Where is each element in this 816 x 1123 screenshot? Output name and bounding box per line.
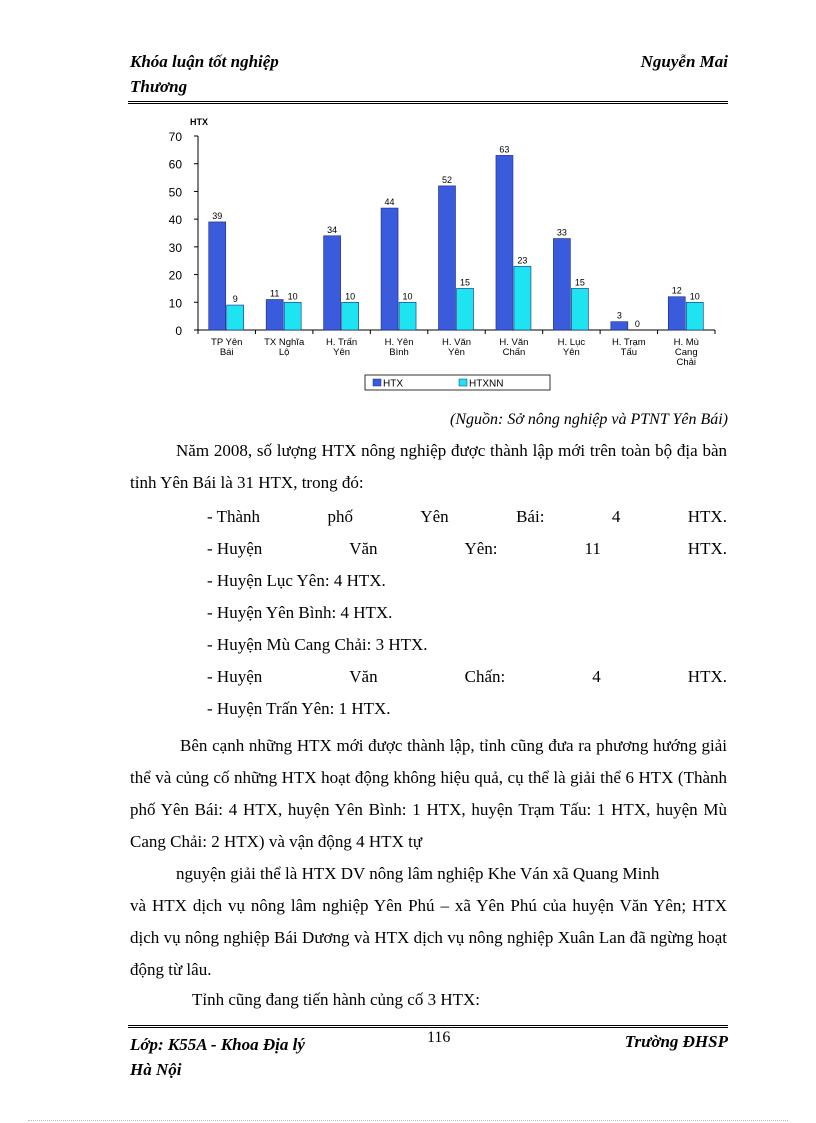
- bar-htx: [496, 155, 513, 330]
- footer-rule: [128, 1025, 728, 1028]
- x-tick-label: Bình: [389, 347, 409, 358]
- data-label: 34: [327, 224, 338, 235]
- legend-swatch: [373, 379, 381, 386]
- x-tick-label: Yên: [448, 347, 465, 358]
- data-label: 10: [689, 291, 700, 302]
- data-label: 15: [574, 277, 585, 288]
- bar-htxnn: [514, 266, 531, 330]
- header-left-line2: Thương: [130, 77, 188, 96]
- y-tick-label: 30: [168, 240, 182, 255]
- bullet-item: [207, 629, 727, 661]
- y-tick-label: 50: [168, 185, 182, 200]
- bar-htxnn: [227, 305, 244, 330]
- y-tick-label: 40: [168, 213, 182, 228]
- x-tick-label: H. Mù: [673, 337, 699, 348]
- bar-htx: [324, 236, 341, 330]
- page-edge-line: [28, 1120, 788, 1121]
- y-tick-label: 20: [168, 268, 182, 283]
- paragraph-3-first-line: nguyện giải thể là HTX DV nông lâm nghiệp Khe Ván xã Quang Minh: [176, 864, 660, 883]
- legend-label: HTXNN: [469, 378, 504, 390]
- x-tick-label: Bái: [219, 347, 234, 358]
- paragraph-2: Bên cạnh những HTX mới được thành lập, tỉnh cũng đưa ra phương hướng giải thể và củng cố những HTX hoạt động không hiệu quả, cụ thể là giải thể 6 HTX (Thành phố Yên Bái: 4 HTX, huyện Yên Bình: 1 HTX, huyện Trạm Tấu: 1 HTX, huyện Mù Cang Chải: 2 HTX) và vận động 4 HTX tự: [130, 736, 727, 851]
- x-tick-label: Cang: [674, 347, 698, 358]
- bullet-word: - Huyện: [207, 539, 263, 558]
- bar-htx: [439, 186, 456, 330]
- data-label: 12: [671, 285, 682, 296]
- bullet-item: [207, 693, 727, 725]
- footer-left: [130, 1032, 305, 1082]
- bar-htx: [553, 239, 570, 330]
- bullet-item: [207, 661, 727, 693]
- data-label: 10: [402, 291, 413, 302]
- data-label: 3: [616, 310, 622, 321]
- data-label: 10: [287, 291, 298, 302]
- bullet-word: - Huyện: [207, 667, 263, 686]
- x-tick-label: Chấn: [502, 347, 526, 358]
- bar-htxnn: [284, 302, 301, 330]
- x-tick-label: H. Yên: [384, 337, 414, 348]
- bar-htx: [381, 208, 398, 330]
- bar-htx: [668, 297, 685, 330]
- x-tick-label: Yên: [333, 347, 351, 358]
- bullet-text: - Huyện Trấn Yên: 1 HTX.: [207, 699, 391, 718]
- x-tick-label: H. Trấn: [326, 337, 358, 348]
- paragraph-4: Tỉnh cũng đang tiến hành củng cố 3 HTX:: [192, 990, 480, 1009]
- bullet-word: Văn: [349, 539, 378, 558]
- bullet-word: HTX.: [687, 539, 727, 558]
- data-label: 39: [212, 210, 223, 221]
- data-label: 11: [269, 288, 280, 299]
- x-tick-label: H. Trạm: [611, 337, 646, 348]
- bar-htx: [266, 300, 283, 330]
- bullet-word: 11: [584, 539, 601, 558]
- x-tick-label: TP Yên: [211, 337, 243, 348]
- y-tick-label: 10: [168, 296, 182, 311]
- x-tick-label: TX Nghĩa: [264, 337, 305, 348]
- bar-htxnn: [686, 302, 703, 330]
- x-tick-label: Lộ: [278, 347, 290, 358]
- data-label: 52: [441, 174, 453, 185]
- footer-left-line2: Hà Nội: [130, 1060, 182, 1079]
- bullet-word: - Thành: [207, 507, 261, 526]
- bar-htxnn: [342, 302, 359, 330]
- bullet-word: Yên:: [464, 539, 498, 558]
- bullet-text: - Huyện Yên Bình: 4 HTX.: [207, 603, 393, 622]
- bar-htx: [209, 222, 226, 330]
- header-right: Nguyễn Mai: [640, 52, 728, 71]
- bullet-word: Yên: [420, 507, 449, 526]
- bullet-word: HTX.: [687, 667, 727, 686]
- y-tick-label: 60: [168, 157, 182, 172]
- y-tick-label: 70: [168, 130, 182, 144]
- legend-label: HTX: [383, 378, 403, 390]
- data-label: 9: [232, 294, 238, 305]
- x-tick-label: H. Văn: [441, 337, 472, 348]
- bullet-word: phố: [327, 507, 353, 526]
- page-number: 116: [427, 1029, 451, 1046]
- bar-chart: [160, 113, 730, 403]
- bullet-item: [207, 501, 727, 533]
- data-label: 10: [345, 291, 356, 302]
- bar-htxnn: [571, 288, 588, 330]
- data-label: 15: [459, 277, 471, 288]
- source-note: (Nguồn: Sở nông nghiệp và PTNT Yên Bái): [449, 411, 728, 428]
- footer-left-line1: Lớp: K55A - Khoa Địa lý: [130, 1035, 305, 1054]
- bullet-text: - Huyện Lục Yên: 4 HTX.: [207, 571, 386, 590]
- x-tick-label: H. Lục: [557, 337, 586, 348]
- bullet-word: Bái:: [516, 507, 545, 526]
- bullet-item: [207, 597, 727, 629]
- paragraph-3: [130, 858, 727, 986]
- y-tick-label: 0: [175, 324, 182, 338]
- data-label: 0: [634, 319, 640, 329]
- legend-swatch: [459, 379, 467, 386]
- data-label: 23: [517, 255, 528, 266]
- bar-htxnn: [399, 302, 416, 330]
- bullet-word: 4: [592, 667, 601, 686]
- data-label: 63: [499, 144, 510, 155]
- header-rule: [128, 101, 728, 104]
- x-tick-label: H. Văn: [499, 337, 529, 348]
- bullet-item: [207, 565, 727, 597]
- x-tick-label: Tấu: [620, 347, 638, 358]
- data-label: 44: [384, 197, 395, 208]
- bullet-text: - Huyện Mù Cang Chải: 3 HTX.: [207, 635, 428, 654]
- bullet-word: Văn: [349, 667, 378, 686]
- paragraph-1: Năm 2008, số lượng HTX nông nghiệp được thành lập mới trên toàn bộ địa bàn tỉnh Yên Bái là 31 HTX, trong đó:: [130, 441, 727, 492]
- data-label: 33: [556, 227, 567, 238]
- bullet-word: Chấn:: [464, 667, 506, 686]
- bar-htxnn: [457, 288, 474, 330]
- paragraph-3-rest: và HTX dịch vụ nông lâm nghiệp Yên Phú – xã Yên Phú của huyện Văn Yên; HTX dịch vụ nông nghiệp Bái Dương và HTX dịch vụ nông nghiệp Xuân Lan đã ngừng hoạt động từ lâu.: [130, 896, 727, 979]
- y-axis-label: HTX: [190, 117, 208, 127]
- x-tick-label: Chải: [676, 357, 697, 368]
- bar-htx: [611, 322, 628, 330]
- bullet-word: HTX.: [687, 507, 727, 526]
- x-tick-label: Yên: [562, 347, 580, 358]
- header-left: Khóa luận tốt nghiệp: [130, 52, 279, 71]
- bullet-word: 4: [611, 507, 621, 526]
- footer-right: Trường ĐHSP: [624, 1032, 728, 1051]
- bullet-item: [207, 533, 727, 565]
